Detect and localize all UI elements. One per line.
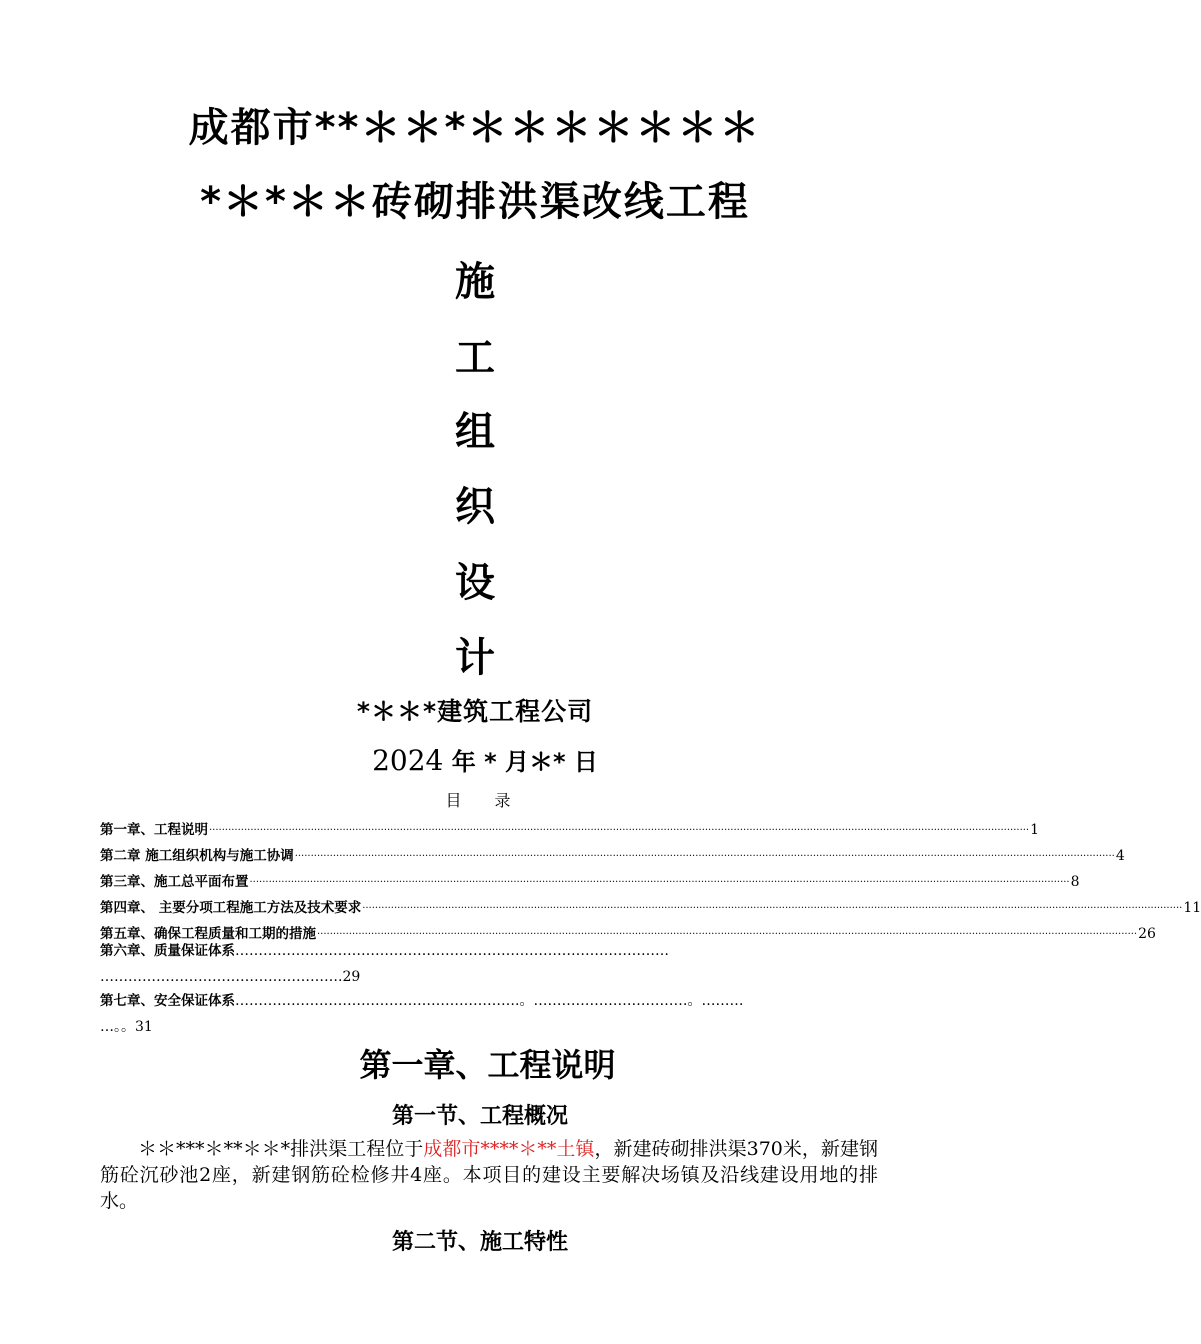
toc-entry-continuation: …。。31 xyxy=(100,1019,153,1035)
cover-title-line-2: *＊*＊＊砖砌排洪渠改线工程 xyxy=(200,179,750,225)
toc-entry-continuation: …………………………………………….29 xyxy=(100,969,361,985)
toc-heading: 目 录 xyxy=(445,791,525,810)
toc-entry[interactable] xyxy=(100,988,878,1040)
toc-leader-dots: .................................................................................................................................................................................................................................................................. xyxy=(362,900,1183,911)
toc-entry-page: 8 xyxy=(1070,874,1080,890)
cover-vertical-char: 工 xyxy=(455,335,495,381)
toc-leader-dots: .................................................................................................................................................................................................................................................................. xyxy=(209,822,1030,833)
toc-leader-dots: .................................................................................................................................................................................................................................................................. xyxy=(249,874,1070,885)
toc-entry-label: 第二章 施工组织机构与施工协调 xyxy=(100,848,294,864)
para-location: 成都市****＊**土镇 xyxy=(423,1138,595,1160)
para-suffix: ，新建砖砌排洪渠370米，新建钢筋砼沉砂池2座，新建钢筋砼检修井4座。本项目的建设主要解决场镇及沿线建设用地的排水。 xyxy=(100,1138,878,1212)
company-name: *＊＊*建筑工程公司 xyxy=(356,697,594,726)
cover-vertical-char: 组 xyxy=(455,409,495,455)
toc-entry-label: 第四章、 主要分项工程施工方法及技术要求 xyxy=(100,900,362,916)
cover-vertical-char: 织 xyxy=(455,484,495,530)
toc-entry-label: 第一章、工程说明 xyxy=(100,822,208,838)
toc-leader-dots: ………………………………………………………………………………… xyxy=(235,943,669,959)
toc-entry-page: 11 xyxy=(1183,900,1201,916)
chapter-title: 第一章、工程说明 xyxy=(359,1046,616,1084)
para-prefix: ＊＊***＊**＊＊*排洪渠工程位于 xyxy=(138,1138,424,1160)
toc-entry-page: 26 xyxy=(1138,926,1156,942)
cover-date xyxy=(0,742,970,777)
toc-entry-label: 第五章、确保工程质量和工期的措施 xyxy=(100,926,316,942)
toc-entry[interactable] xyxy=(100,838,1125,864)
toc-entry-label: 第七章、安全保证体系 xyxy=(100,993,235,1009)
toc-leader-dots: .................................................................................................................................................................................................................................................................. xyxy=(317,926,1138,937)
toc-entry-label: 第三章、施工总平面布置 xyxy=(100,874,249,890)
toc-entry[interactable] xyxy=(100,938,878,990)
cover-vertical-char: 计 xyxy=(455,635,495,681)
toc-list xyxy=(100,812,1201,942)
toc-entry[interactable] xyxy=(100,890,1201,916)
section-title: 第一节、工程概况 xyxy=(391,1104,568,1129)
date-year: 2024 xyxy=(372,744,444,777)
toc-entry[interactable] xyxy=(100,864,1080,890)
toc-leader-dots: …………………………………………………….。……………………………。……… xyxy=(235,993,744,1009)
cover-title-line-1: 成都市**＊＊*＊＊＊＊＊＊＊ xyxy=(188,105,762,151)
toc-entry-page: 4 xyxy=(1115,848,1125,864)
section-title: 第二节、施工特性 xyxy=(391,1230,568,1255)
toc-leader-dots: .................................................................................................................................................................................................................................................................. xyxy=(294,848,1115,859)
toc-entry-page: 1 xyxy=(1030,822,1040,838)
toc-entry[interactable] xyxy=(100,812,1040,838)
date-rest: 年 * 月＊* 日 xyxy=(443,748,598,776)
cover-vertical-char: 设 xyxy=(455,560,495,606)
toc-entry-label: 第六章、质量保证体系 xyxy=(100,943,235,959)
overview-paragraph xyxy=(100,1136,878,1214)
cover-vertical-char: 施 xyxy=(455,259,495,305)
